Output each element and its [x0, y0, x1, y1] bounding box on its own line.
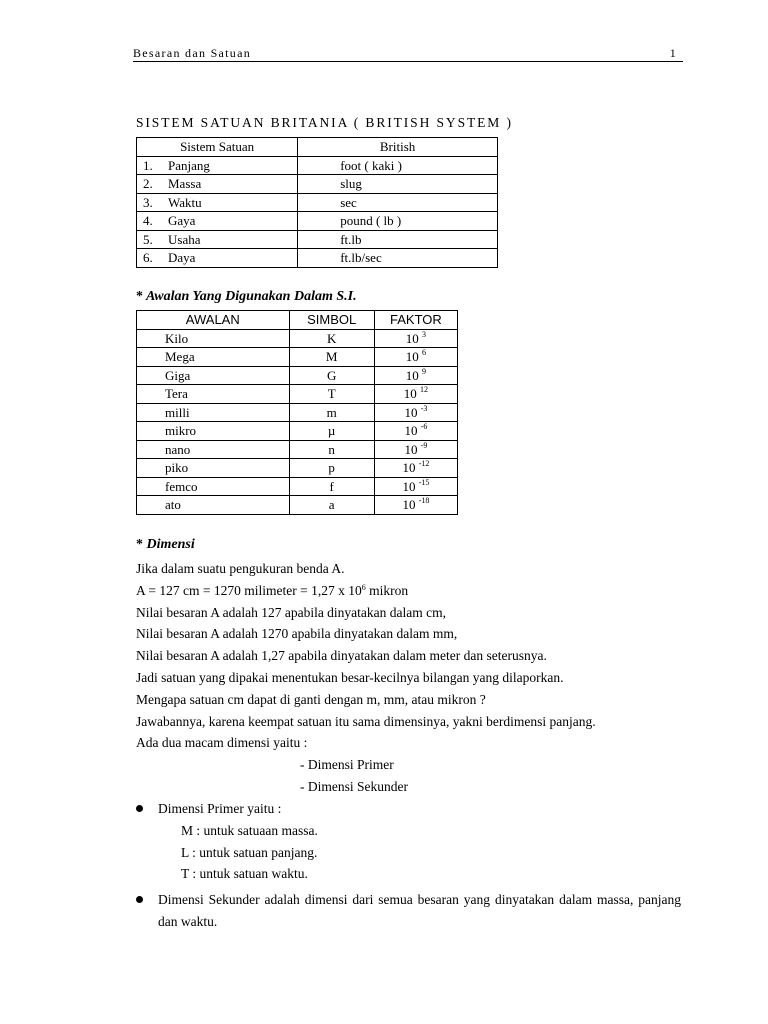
si-prefix-title-text: Awalan Yang Digunakan Dalam S.I. — [145, 289, 357, 304]
row-number: 5. — [143, 231, 153, 247]
factor-base: 10 — [404, 441, 418, 457]
text-line: Nilai besaran A adalah 1,27 apabila dinyatakan dalam meter dan seterusnya. — [136, 648, 547, 664]
table-row — [137, 366, 458, 385]
dimension-type-sekunder: - Dimensi Sekunder — [300, 778, 408, 794]
row-number: 1. — [143, 157, 153, 173]
quantity-name: Panjang — [168, 157, 210, 173]
factor-exponent: -12 — [418, 459, 430, 469]
bullet-icon — [136, 896, 143, 903]
row-number: 2. — [143, 176, 153, 192]
bullet-dimensi-sekunder — [136, 889, 681, 933]
table-row — [137, 403, 458, 422]
text-line: Mengapa satuan cm dapat di ganti dengan m, mm, atau mikron ? — [136, 691, 486, 707]
primer-item-time: T : untuk satuan waktu. — [181, 866, 308, 882]
factor-base: 10 — [404, 404, 418, 420]
row-number: 6. — [143, 250, 153, 266]
prefix-symbol: M — [289, 348, 374, 367]
table-row — [137, 230, 498, 249]
column-header: Sistem Satuan — [137, 138, 298, 157]
header-title: Besaran dan Satuan — [133, 46, 252, 60]
text-line: Ada dua macam dimensi yaitu : — [136, 735, 308, 751]
column-header: British — [298, 138, 498, 157]
unit-value: ft.lb/sec — [298, 249, 498, 268]
prefix-factor — [374, 366, 457, 385]
table-row — [137, 459, 458, 478]
prefix-name: Mega — [137, 348, 290, 367]
table-row — [137, 193, 498, 212]
prefix-symbol: f — [289, 477, 374, 496]
table-row — [137, 348, 458, 367]
table-row — [137, 249, 498, 268]
prefix-symbol: p — [289, 459, 374, 478]
unit-value: foot ( kaki ) — [298, 156, 498, 175]
table-row — [137, 329, 458, 348]
equation-line — [136, 580, 596, 602]
prefix-name: Giga — [137, 366, 290, 385]
prefix-factor — [374, 422, 457, 441]
prefix-factor — [374, 459, 457, 478]
table-cell — [137, 156, 298, 175]
prefix-name: nano — [137, 440, 290, 459]
dimensi-title-text: Dimensi — [146, 537, 195, 552]
table-row — [137, 440, 458, 459]
prefix-name: ato — [137, 496, 290, 515]
quantity-name: Waktu — [168, 194, 202, 210]
bullet-dimensi-primer — [136, 798, 681, 885]
prefix-name: milli — [137, 403, 290, 422]
column-header: AWALAN — [137, 311, 290, 330]
prefix-symbol: T — [289, 385, 374, 404]
column-header: FAKTOR — [374, 311, 457, 330]
factor-exponent: -15 — [418, 477, 430, 487]
quantity-name: Massa — [168, 176, 202, 192]
table-row — [137, 385, 458, 404]
factor-base: 10 — [402, 497, 416, 513]
dimension-type-primer: - Dimensi Primer — [300, 757, 394, 773]
table-header-row — [137, 138, 498, 157]
prefix-factor — [374, 440, 457, 459]
table-cell — [137, 175, 298, 194]
factor-exponent: -18 — [418, 496, 430, 506]
prefix-factor — [374, 496, 457, 515]
prefix-symbol: n — [289, 440, 374, 459]
text-line: Jika dalam suatu pengukuran benda A. — [136, 561, 345, 576]
prefix-name: piko — [137, 459, 290, 478]
bullet-icon — [136, 805, 143, 812]
table-row — [137, 212, 498, 231]
unit-value: sec — [298, 193, 498, 212]
factor-exponent: -3 — [420, 403, 428, 413]
prefix-symbol: K — [289, 329, 374, 348]
prefix-factor — [374, 477, 457, 496]
text-line: Jawabannya, karena keempat satuan itu sama dimensinya, yakni berdimensi panjang. — [136, 713, 596, 729]
prefix-name: mikro — [137, 422, 290, 441]
factor-base: 10 — [404, 423, 418, 439]
prefix-factor — [374, 348, 457, 367]
prefix-symbol: m — [289, 403, 374, 422]
factor-base: 10 — [403, 386, 417, 402]
column-header: SIMBOL — [289, 311, 374, 330]
prefix-factor — [374, 329, 457, 348]
primer-item-mass: M : untuk satuaan massa. — [181, 822, 318, 838]
text-line: Jadi satuan yang dipakai menentukan besar-kecilnya bilangan yang dilaporkan. — [136, 669, 564, 685]
factor-exponent: -6 — [420, 422, 428, 432]
british-system-title: SISTEM SATUAN BRITANIA ( BRITISH SYSTEM ) — [136, 115, 513, 130]
factor-base: 10 — [402, 478, 416, 494]
prefix-name: Tera — [137, 385, 290, 404]
prefix-name: femco — [137, 477, 290, 496]
unit-value: ft.lb — [298, 230, 498, 249]
factor-exponent: 12 — [420, 385, 429, 395]
prefix-symbol: G — [289, 366, 374, 385]
british-system-table — [136, 137, 498, 268]
page-number: 1 — [669, 46, 677, 60]
text-line: Nilai besaran A adalah 1270 apabila dinyatakan dalam mm, — [136, 626, 458, 642]
prefix-factor — [374, 403, 457, 422]
table-cell — [137, 193, 298, 212]
prefix-symbol: µ — [289, 422, 374, 441]
table-cell — [137, 249, 298, 268]
table-row — [137, 175, 498, 194]
quantity-name: Daya — [168, 250, 196, 266]
table-header-row — [137, 311, 458, 330]
si-prefix-title — [136, 289, 357, 305]
primer-item-length: L : untuk satuan panjang. — [181, 844, 318, 860]
prefix-name: Kilo — [137, 329, 290, 348]
factor-base: 10 — [405, 367, 419, 383]
factor-base: 10 — [405, 330, 419, 346]
equation-text: A = 127 cm = 1270 milimeter = 1,27 x 10 — [136, 582, 362, 598]
row-number: 4. — [143, 213, 153, 229]
dimensi-paragraph — [136, 558, 596, 798]
equation-unit: mikron — [365, 582, 409, 598]
quantity-name: Usaha — [168, 231, 201, 247]
row-number: 3. — [143, 194, 153, 210]
unit-value: slug — [298, 175, 498, 194]
factor-base: 10 — [402, 460, 416, 476]
table-cell — [137, 212, 298, 231]
text-line: Nilai besaran A adalah 127 apabila dinyatakan dalam cm, — [136, 604, 447, 620]
quantity-name: Gaya — [168, 213, 196, 229]
dimensi-title — [136, 537, 195, 553]
factor-exponent: 3 — [422, 329, 427, 339]
asterisk: * — [136, 289, 143, 304]
factor-exponent: -9 — [420, 440, 428, 450]
bullet-text: Dimensi Sekunder adalah dimensi dari semua besaran yang dinyatakan dalam massa, panjang dan waktu. — [158, 892, 681, 929]
prefix-factor — [374, 385, 457, 404]
unit-value: pound ( lb ) — [298, 212, 498, 231]
factor-exponent: 9 — [422, 366, 427, 376]
equation-exponent: 6 — [361, 582, 366, 592]
table-row — [137, 477, 458, 496]
bullet-heading: Dimensi Primer yaitu : — [158, 801, 282, 816]
si-prefix-table — [136, 310, 458, 515]
asterisk: * — [136, 537, 143, 552]
factor-base: 10 — [405, 349, 419, 365]
factor-exponent: 6 — [422, 348, 427, 358]
page-header — [133, 45, 683, 62]
table-row — [137, 422, 458, 441]
prefix-symbol: a — [289, 496, 374, 515]
table-row — [137, 496, 458, 515]
table-row — [137, 156, 498, 175]
table-cell — [137, 230, 298, 249]
